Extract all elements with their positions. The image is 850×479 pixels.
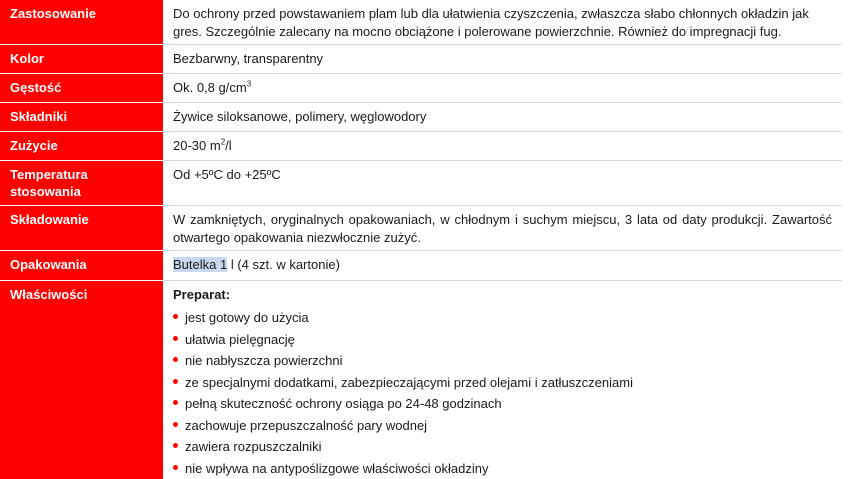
value-kolor: Bezbarwny, transparentny	[163, 45, 842, 73]
row-zastosowanie	[0, 0, 842, 45]
label-zuzycie: Zużycie	[0, 132, 163, 161]
list-item-text: zachowuje przepuszczalność pary wodnej	[185, 418, 427, 433]
list-item-text: pełną skuteczność ochrony osiąga po 24-48 godzinach	[185, 396, 502, 411]
list-item-text: jest gotowy do użycia	[185, 310, 309, 325]
value-opakowania	[163, 251, 842, 280]
bullet-icon	[173, 400, 178, 405]
value-skladowanie: W zamkniętych, oryginalnych opakowaniach, w chłodnym i suchym miejscu, 3 lata od daty produkcji. Zawartość otwartego opakowania niezwłocznie zużyć.	[163, 206, 842, 250]
list-item	[173, 458, 832, 479]
zuzycie-text: 20-30 m	[173, 138, 221, 153]
gestosc-exponent: 3	[247, 80, 251, 89]
list-item	[173, 372, 832, 394]
value-zastosowanie: Do ochrony przed powstawaniem plam lub dla ułatwienia czyszczenia, zwłaszcza słabo chłonnych okładzin jak gres. Szczególnie zalecany na mocno obciążone i polerowane powierzchnie. Również do impregnacji fug.	[163, 0, 842, 44]
value-zuzycie	[163, 132, 842, 160]
label-kolor: Kolor	[0, 45, 163, 74]
row-zuzycie	[0, 132, 842, 161]
bullet-icon	[173, 357, 178, 362]
bullet-icon	[173, 422, 178, 427]
row-opakowania	[0, 251, 842, 281]
bullet-icon	[173, 443, 178, 448]
list-item	[173, 307, 832, 329]
bullet-icon	[173, 314, 178, 319]
list-item	[173, 393, 832, 415]
label-opakowania: Opakowania	[0, 251, 163, 281]
row-skladowanie	[0, 206, 842, 251]
row-skladniki	[0, 103, 842, 132]
list-item-text: ze specjalnymi dodatkami, zabezpieczającymi przed olejami i zatłuszczeniami	[185, 375, 633, 390]
label-wlasciwosci: Właściwości	[0, 281, 163, 479]
label-zastosowanie: Zastosowanie	[0, 0, 163, 45]
bullet-icon	[173, 465, 178, 470]
label-skladniki: Składniki	[0, 103, 163, 132]
list-item	[173, 436, 832, 458]
zuzycie-suffix: /l	[225, 138, 232, 153]
list-item-text: nie nabłyszcza powierzchni	[185, 353, 343, 368]
zuzycie-exponent: 2	[221, 138, 225, 147]
list-item-text: ułatwia pielęgnację	[185, 332, 295, 347]
list-item-text: zawiera rozpuszczalniki	[185, 439, 322, 454]
list-item	[173, 415, 832, 437]
bullet-icon	[173, 336, 178, 341]
list-item	[173, 350, 832, 372]
properties-subtitle: Preparat:	[173, 286, 832, 304]
value-temperatura: Od +5ºC do +25ºC	[163, 161, 842, 205]
properties-list	[173, 307, 832, 479]
value-wlasciwosci	[163, 281, 842, 478]
bullet-icon	[173, 379, 178, 384]
list-item	[173, 329, 832, 351]
value-gestosc	[163, 74, 842, 102]
label-skladowanie: Składowanie	[0, 206, 163, 251]
row-wlasciwosci	[0, 281, 842, 478]
label-temperatura: Temperatura stosowania	[0, 161, 163, 206]
gestosc-text: Ok. 0,8 g/cm	[173, 80, 247, 95]
row-temperatura	[0, 161, 842, 206]
row-gestosc	[0, 74, 842, 103]
selected-text-highlight[interactable]: Butelka 1	[173, 257, 227, 272]
opakowania-rest: l (4 szt. w kartonie)	[227, 257, 340, 272]
row-kolor	[0, 45, 842, 74]
list-item-text: nie wpływa na antypoślizgowe właściwości okładziny	[185, 461, 488, 476]
value-skladniki: Żywice siloksanowe, polimery, węglowodory	[163, 103, 842, 131]
label-gestosc: Gęstość	[0, 74, 163, 103]
